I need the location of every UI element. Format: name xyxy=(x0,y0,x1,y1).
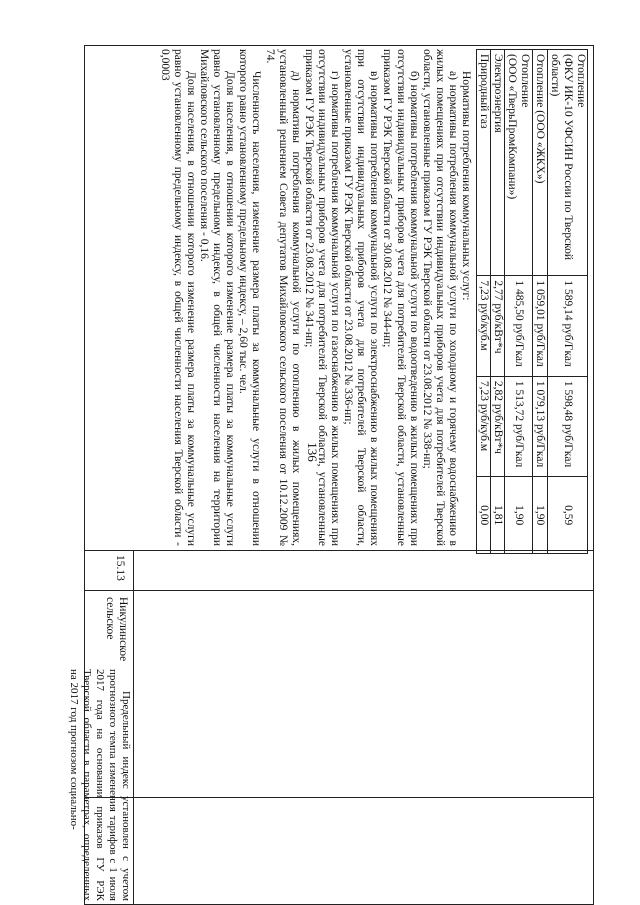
tariff-cell: 1 598,48 руб/Гкал xyxy=(548,376,588,476)
tariff-cell: 2,82 руб/кВт*ч xyxy=(491,376,505,476)
tariff-cell: 1 589,14 руб/Гкал xyxy=(548,276,588,376)
column-divider xyxy=(84,797,594,798)
tariff-cell: 1 059,01 руб/Гкал xyxy=(533,276,548,376)
index-cell: 0,00 xyxy=(477,477,491,554)
paragraph: в) нормативы потребления коммунальной услуги по электроснабжению в жилых помещениях при отсутствии индивидуальных приборов учета для потребителей Тверской области, установленные приказом ГУ РЭК Тверской области от 23.08.2012 № 336-нп; xyxy=(342,49,381,546)
paragraph: д) нормативы потребления коммунальной услуги по отоплению в жилых помещениях, установленный решением Совета депутатов Михайловского сельского поселения от 10.12.2009 № 74. xyxy=(263,49,302,546)
row-divider xyxy=(133,550,134,905)
paragraph: б) нормативы потребления коммунальной услуги по водоотведению в жилых помещениях при отсутствии индивидуальных приборов учета для потребителей Тверской области, установленные приказом ГУ РЭК Тверской области от 30.08.2012 № 344-нп; xyxy=(381,49,420,546)
table-row xyxy=(477,50,491,554)
tariff-table xyxy=(476,49,588,554)
paragraph: Доля населения, в отношении которого изменение размера платы за коммунальные услуги равно установленному предельному индексу, в общей численности населения на территории Михайловского сельского поселения - 0,16. xyxy=(198,49,237,546)
service-cell: Отопление (ООО «ЖКХ») xyxy=(533,50,548,276)
index-cell: 1,90 xyxy=(505,477,533,554)
paragraph: Предельный индекс установлен с учетом прогнозного темпа изменения тарифов с 1 июля 2017 года на основании приказов ГУ РЭК Тверской области в параметрах, определенных на 2017 год прогнозом социально- xyxy=(68,669,132,901)
table-row xyxy=(533,50,548,554)
row-number: 15.13 xyxy=(114,555,126,581)
paragraph: Нормативы потребления коммунальных услуг: xyxy=(460,71,472,301)
service-cell: Отопление (ФКУ ИК-10 УФСИН России по Тверской области) xyxy=(548,50,588,276)
service-cell: Отопление (ООО «ТверьПромКомпани») xyxy=(505,50,533,276)
tariff-cell: 1 513,72 руб/Гкал xyxy=(505,376,533,476)
tariff-cell: 1 079,13 руб/Гкал xyxy=(533,376,548,476)
table-row xyxy=(505,50,533,554)
service-cell: Природный газ xyxy=(477,50,491,276)
index-cell: 0,59 xyxy=(548,477,588,554)
paragraph: Доля населения, в отношении которого изменение размера платы за коммунальные услуги равно установленному предельному индексу, в общей численности населения Тверской области - 0,0003 xyxy=(158,49,198,546)
service-cell: Электроэнергия xyxy=(491,50,505,276)
paragraph: Численность населения, изменение размера платы за коммунальные услуги в отношении которого равно установленному предельному индексу, – 2,60 тыс. чел. xyxy=(237,49,263,546)
tariff-cell: 7,23 руб/куб.м xyxy=(477,376,491,476)
municipality-name: Никулинское сельское xyxy=(104,597,129,662)
paragraph: а) нормативы потребления коммунальной услуги по холодному и горячему водоснабжению в жилых помещениях при отсутствии индивидуальных приборов учета для потребителей Тверской области, установленные приказом ГУ РЭК Тверской области от 23.08.2012 № 338-нп; xyxy=(420,49,459,546)
tariff-cell: 1 485,50 руб/Гкал xyxy=(505,276,533,376)
document-table xyxy=(68,45,594,905)
normatives-text xyxy=(158,49,472,546)
table-row xyxy=(491,50,505,554)
tariff-cell: 7,23 руб/куб.м xyxy=(477,276,491,376)
column-divider xyxy=(84,590,594,591)
paragraph: г) нормативы потребления коммунальной услуги по газоснабжению в жилых помещениях при отсутствии индивидуальных приборов учета для потребителей Тверской области, установленные приказом ГУ РЭК Тверской области от 23.08.2012 № 341-нп; xyxy=(302,49,342,546)
tariff-section xyxy=(84,45,594,550)
index-cell: 1,90 xyxy=(533,477,548,554)
page-number: 136 xyxy=(305,442,320,462)
next-row-text xyxy=(67,669,132,901)
index-cell: 1,81 xyxy=(491,477,505,554)
table-row xyxy=(548,50,588,554)
tariff-cell: 2,77 руб/кВт*ч xyxy=(491,276,505,376)
